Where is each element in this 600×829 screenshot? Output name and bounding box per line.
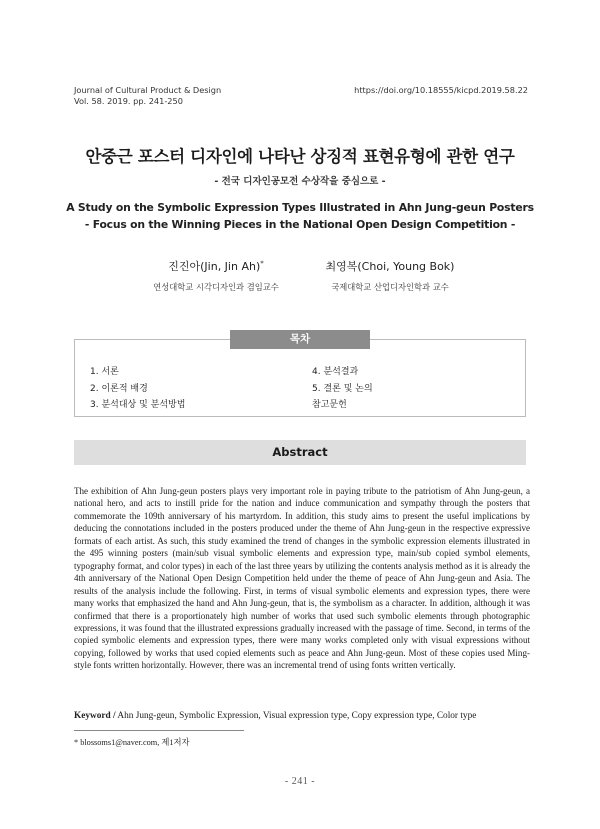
subtitle-korean: - 전국 디자인공모전 수상작을 중심으로 - [214,176,386,187]
toc-item[interactable]: 5. 결론 및 논의 [312,383,373,394]
abstract-body: The exhibition of Ahn Jung-geun posters plays very important role in paying tribute to the patriotism of Ahn Jung-geun, a national hero, and acts to instill pride for the nation and induce communication and sympathy through the posters that commemorate the 109th anniversary of his martyrdom. In addition, this study aims to present the useful implications by deducing the connotations included in the posters produced under the theme of Ahn Jung-geun in the respective expressive formats of each artist. As such, this study examined the trend of changes in the symbolic expression elements illustrated in the 495 winning posters (main/sub visual symbolic elements and expression type, main/sub copied symbol elements, typography format, and color types) in each of the last three years by utilizing the contents analysis method as it is already the 4th anniversary of the National Open Design Competition held under the theme of peace of Ahn Jung-geun and Asia. The results of the analysis include the following. First, in terms of visual symbolic elements and expression types, there were many works that emphasized the hand and Ahn Jung-geun, that is, the symbolism as a character. In addition, although it was confirmed that there is a proportionately high number of works that used such symbolic elements through photographic expressions, it was found that the illustrated expressions gradually increased with the passage of time. Second, in terms of the copied symbolic elements and expression types, there were many works completed only with visual expressions without copying, followed by works that used copied elements such as peace and Ahn Jung-geun. Most of these copies used Ming-style fonts written horizontally. However, there was an incremental trend of using fonts written vertically. [74,486,530,671]
toc-right-column [312,364,373,414]
author-2-affiliation: 국제대학교 산업디자인학과 교수 [331,282,449,292]
doi-link[interactable]: https://doi.org/10.18555/kicpd.2019.58.22 [354,85,528,95]
author-2 [270,258,510,293]
author-1-name: 진진아(Jin, Jin Ah) [168,260,261,273]
toc-item[interactable]: 2. 이론적 배경 [90,383,148,394]
footnote-rule [74,730,244,731]
author-2-name: 최영복(Choi, Young Bok) [325,260,455,273]
journal-volume: Vol. 58. 2019. pp. 241-250 [74,96,183,106]
keywords-values: Ahn Jung-geun, Symbolic Expression, Visual expression type, Copy expression type, Color type [117,711,477,721]
toc-item[interactable]: 3. 분석대상 및 분석방법 [90,400,186,410]
toc-header: 목차 [230,330,370,349]
toc-left-column [90,364,185,414]
journal-info [74,85,221,107]
author-1-affiliation: 연성대학교 시각디자인과 겸임교수 [153,282,279,292]
title-english [0,199,600,233]
footnote: * blossoms1@naver.com, 제1저자 [74,738,190,747]
abstract-heading: Abstract [74,440,526,465]
page-number: - 241 - [284,776,316,787]
author-1-mark: * [260,259,264,268]
title-korean: 안중근 포스터 디자인에 나타난 상징적 표현유형에 관한 연구 [85,147,515,166]
toc-item[interactable]: 1. 서론 [90,367,119,377]
title-english-line2: - Focus on the Winning Pieces in the National Open Design Competition - [84,218,516,231]
toc-item[interactable]: 참고문헌 [312,400,347,410]
toc-item[interactable]: 4. 분석결과 [312,367,359,377]
keywords [74,711,530,721]
keywords-label: Keyword / [74,711,116,721]
title-english-line1: A Study on the Symbolic Expression Types Illustrated in Ahn Jung-geun Posters [66,201,534,214]
journal-name: Journal of Cultural Product & Design [74,85,222,95]
